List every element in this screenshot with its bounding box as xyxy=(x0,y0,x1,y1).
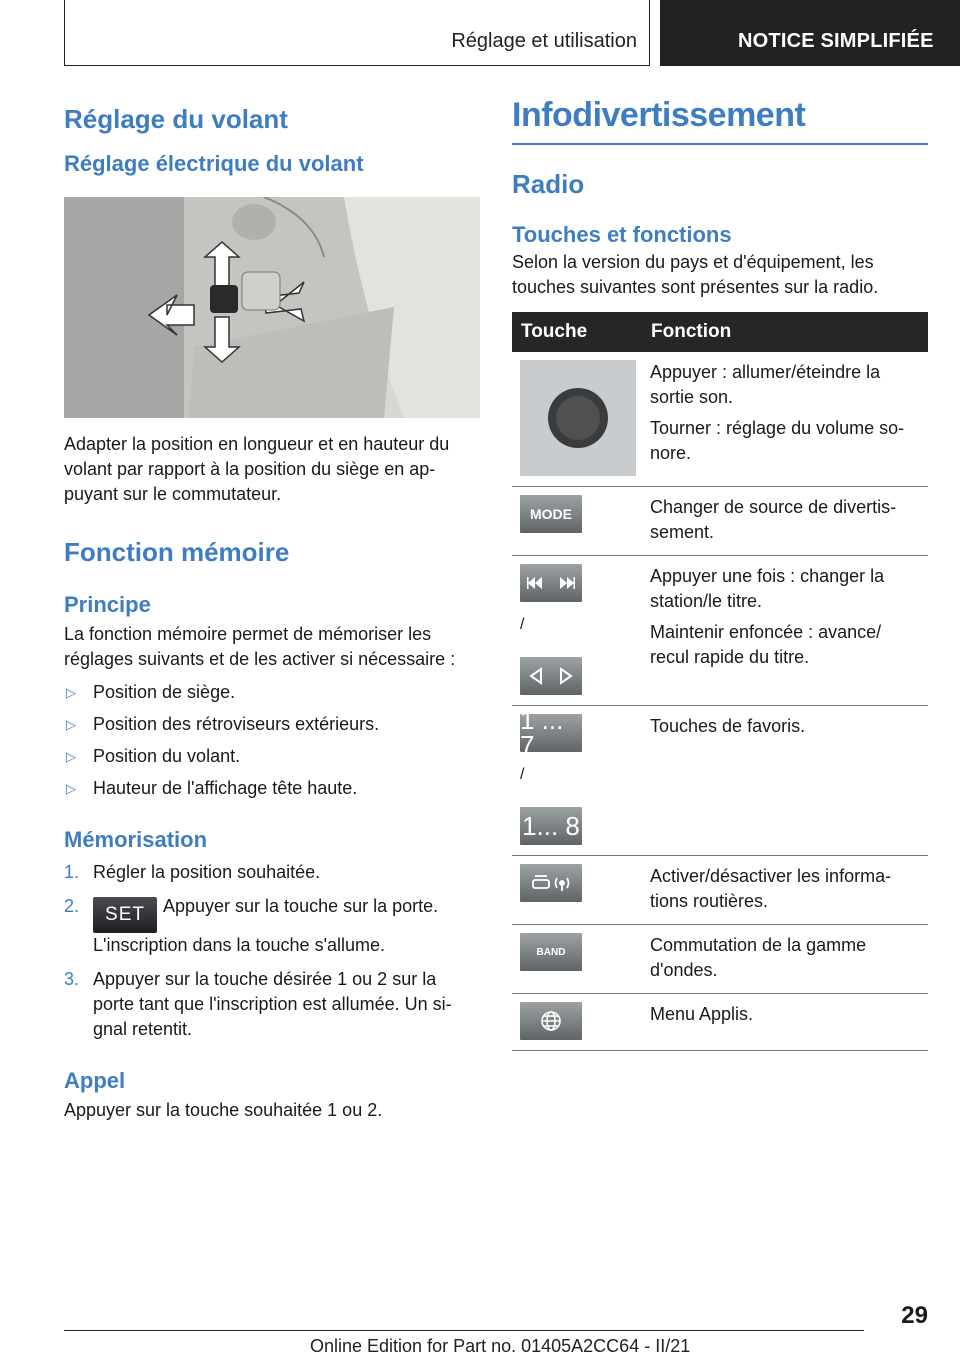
footer-divider xyxy=(64,1330,864,1331)
appel-text: Appuyer sur la touche souhaitée 1 ou 2. xyxy=(64,1100,383,1120)
table-row: / Appuyer une fois : changer la station/le titre. Maintenir enfoncée : avance/ recul rapide du titre. xyxy=(512,556,928,706)
memory-function-title: Fonction mémoire xyxy=(64,537,290,567)
triangle-bullet-icon: ▷ xyxy=(66,685,76,700)
touches-intro: Selon la version du pays et d'équipement, les touches suivantes sont présentes sur la radio. xyxy=(512,252,879,297)
appel-title: Appel xyxy=(64,1068,126,1093)
step-item: 3. Appuyer sur la touche désirée 1 ou 2 sur la porte tant que l'inscription est allumée. Un si-gnal retentit. xyxy=(64,969,452,1039)
table-row: Menu Applis. xyxy=(512,994,928,1051)
arrow-keys-icon xyxy=(520,657,582,695)
favorites-8-key-icon: 1... 8 xyxy=(520,807,582,845)
triangle-bullet-icon: ▷ xyxy=(66,749,76,764)
list-item: ▷ Position de siège. xyxy=(64,680,480,705)
table-row: BAND Commutation de la gamme d'ondes. xyxy=(512,925,928,994)
band-key-icon: BAND xyxy=(520,933,582,971)
list-item: ▷ Position des rétroviseurs extérieurs. xyxy=(64,712,480,737)
memorisation-steps xyxy=(64,860,480,1042)
step-item: 1. Régler la position souhaitée. xyxy=(64,862,321,882)
principle-title: Principe xyxy=(64,592,151,617)
traffic-info-key-icon xyxy=(520,864,582,902)
steering-adjust-illustration xyxy=(64,197,480,418)
radio-title: Radio xyxy=(512,169,585,199)
separator-slash: / xyxy=(520,616,525,633)
left-column xyxy=(64,96,480,1123)
subtitle-electric-steering: Réglage électrique du volant xyxy=(64,151,364,176)
favorites-7-key-icon: 1 ... 7 xyxy=(520,714,582,752)
infotainment-title: Infodivertissement xyxy=(512,96,928,145)
right-column xyxy=(512,96,928,1051)
keys-table xyxy=(512,312,928,1051)
header-touche: Touche xyxy=(512,312,642,352)
header-fonction: Fonction xyxy=(642,312,928,352)
skip-keys-icon xyxy=(520,564,582,602)
table-row: Activer/désactiver les informa-tions routières. xyxy=(512,856,928,925)
section-title-steering: Réglage du volant xyxy=(64,104,288,134)
triangle-bullet-icon: ▷ xyxy=(66,781,76,796)
header-tab: NOTICE SIMPLIFIÉE xyxy=(660,0,960,66)
table-row: 1 ... 7 / 1... 8 Touches de favoris. xyxy=(512,706,928,856)
list-item: ▷ Hauteur de l'affichage tête haute. xyxy=(64,776,480,801)
touches-title: Touches et fonctions xyxy=(512,222,732,247)
table-row: Appuyer : allumer/éteindre la sortie son. Tourner : réglage du volume so-nore. xyxy=(512,352,928,487)
header-frame xyxy=(64,0,650,66)
steering-description: Adapter la position en longueur et en hauteur du volant par rapport à la position du siège en ap-puyant sur le commutateur. xyxy=(64,434,450,504)
steering-photo xyxy=(64,197,480,418)
principle-text: La fonction mémoire permet de mémoriser les réglages suivants et de les activer si nécessaire : xyxy=(64,624,456,669)
memory-list xyxy=(64,680,480,801)
apps-globe-key-icon xyxy=(520,1002,582,1040)
memorisation-title: Mémorisation xyxy=(64,827,208,852)
separator-slash: / xyxy=(520,766,525,783)
list-item: ▷ Position du volant. xyxy=(64,744,480,769)
table-header-row xyxy=(512,312,928,352)
volume-knob-icon xyxy=(520,360,636,476)
footer-edition: Online Edition for Part no. 01405A2CC64 - II/21 xyxy=(310,1336,691,1356)
header-section: Réglage et utilisation xyxy=(451,30,637,52)
step-item: 2. SET Appuyer sur la touche sur la porte. L'inscription dans la touche s'allume. xyxy=(64,896,439,955)
table-row: MODE Changer de source de divertis-sement. xyxy=(512,487,928,556)
triangle-bullet-icon: ▷ xyxy=(66,717,76,732)
set-button-icon: SET xyxy=(93,897,157,933)
page-number: 29 xyxy=(901,1302,928,1329)
mode-key-icon: MODE xyxy=(520,495,582,533)
